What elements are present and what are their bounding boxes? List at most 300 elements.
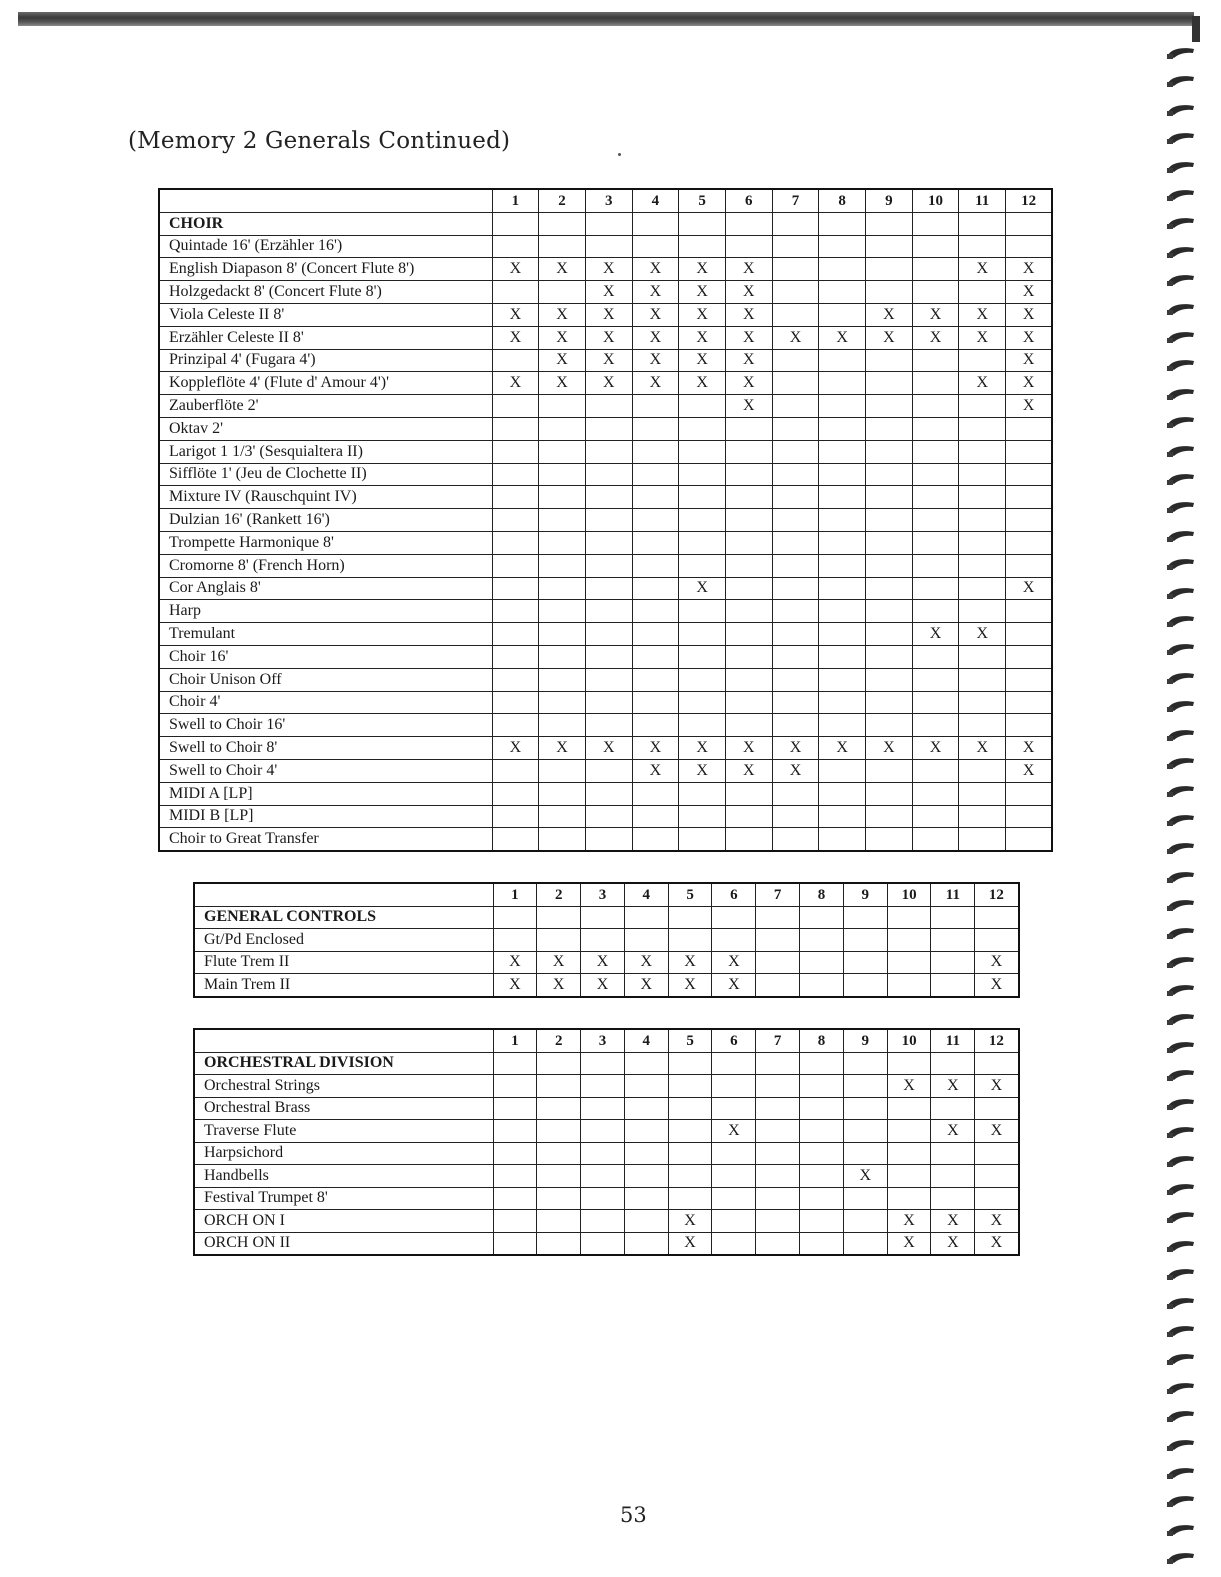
memory-cell [537, 1187, 581, 1210]
memory-cell [539, 531, 586, 554]
memory-cell [800, 929, 844, 952]
column-header: 5 [668, 883, 712, 906]
memory-cell: X [632, 372, 679, 395]
memory-cell [585, 691, 632, 714]
memory-cell: X [975, 1232, 1019, 1255]
memory-cell [843, 929, 887, 952]
memory-cell [537, 1165, 581, 1188]
column-header: 3 [581, 1029, 625, 1052]
memory-cell: X [1006, 258, 1053, 281]
memory-cell [912, 281, 959, 304]
table-row [159, 417, 1052, 440]
memory-cell [959, 463, 1006, 486]
stop-label: Sifflöte 1' (Jeu de Clochette II) [159, 463, 492, 486]
column-header: 6 [725, 189, 772, 212]
memory-cell [912, 714, 959, 737]
header-blank-cell [194, 1029, 493, 1052]
memory-cell [1006, 714, 1053, 737]
memory-cell [581, 1187, 625, 1210]
memory-cell [819, 668, 866, 691]
binding-coil-icon [1166, 444, 1196, 458]
memory-cell [819, 828, 866, 851]
table-row [159, 349, 1052, 372]
memory-cell [819, 281, 866, 304]
table-row [194, 974, 1019, 997]
memory-cell [668, 929, 712, 952]
memory-cell: X [624, 974, 668, 997]
memory-cell: X [668, 1232, 712, 1255]
memory-cell [632, 395, 679, 418]
memory-cell: X [725, 303, 772, 326]
memory-cell [819, 759, 866, 782]
memory-cell [959, 714, 1006, 737]
memory-cell [819, 714, 866, 737]
table-row [159, 395, 1052, 418]
empty-cell [624, 906, 668, 929]
binding-coil-icon [1166, 756, 1196, 770]
memory-cell: X [887, 1210, 931, 1233]
memory-cell [492, 714, 539, 737]
column-header: 7 [756, 1029, 800, 1052]
table-row [159, 828, 1052, 851]
memory-cell [819, 235, 866, 258]
memory-cell [772, 258, 819, 281]
memory-cell [493, 1142, 537, 1165]
header-row [159, 189, 1052, 212]
stop-label: Choir 4' [159, 691, 492, 714]
memory-cell: X [1006, 395, 1053, 418]
memory-cell [912, 759, 959, 782]
memory-cell [800, 1187, 844, 1210]
memory-cell [819, 349, 866, 372]
column-header: 4 [624, 883, 668, 906]
memory-cell: X [493, 974, 537, 997]
stop-label: Trompette Harmonique 8' [159, 531, 492, 554]
memory-cell [585, 714, 632, 737]
memory-cell: X [725, 395, 772, 418]
memory-cell [975, 1187, 1019, 1210]
memory-cell [931, 1142, 975, 1165]
memory-cell [1006, 440, 1053, 463]
memory-cell [585, 235, 632, 258]
column-header: 7 [756, 883, 800, 906]
memory-cell [912, 828, 959, 851]
memory-cell [959, 235, 1006, 258]
memory-cell [725, 782, 772, 805]
empty-cell [492, 212, 539, 235]
memory-cell [585, 486, 632, 509]
stop-label: Choir to Great Transfer [159, 828, 492, 851]
binding-coil-icon [1166, 813, 1196, 827]
memory-cell [912, 258, 959, 281]
memory-cell: X [712, 951, 756, 974]
memory-cell [772, 691, 819, 714]
memory-cell [772, 372, 819, 395]
memory-cell [819, 486, 866, 509]
memory-cell [1006, 417, 1053, 440]
memory-cell: X [975, 1210, 1019, 1233]
table-row [194, 1142, 1019, 1165]
memory-cell: X [975, 951, 1019, 974]
binding-coil-icon [1166, 983, 1196, 997]
memory-cell [492, 691, 539, 714]
empty-cell [912, 212, 959, 235]
stop-label: Viola Celeste II 8' [159, 303, 492, 326]
memory-cell [492, 486, 539, 509]
memory-cell [632, 509, 679, 532]
memory-cell: X [975, 1075, 1019, 1098]
memory-cell [679, 486, 726, 509]
column-header: 10 [887, 1029, 931, 1052]
memory-cell: X [679, 326, 726, 349]
memory-cell: X [1006, 281, 1053, 304]
stop-label: Harpsichord [194, 1142, 493, 1165]
binding-coil-icon [1166, 387, 1196, 401]
memory-cell [887, 1187, 931, 1210]
memory-cell [539, 281, 586, 304]
memory-cell [712, 929, 756, 952]
binding-coil-icon [1166, 1381, 1196, 1395]
table-row [159, 737, 1052, 760]
memory-cell [912, 805, 959, 828]
empty-cell [539, 212, 586, 235]
memory-cell [819, 691, 866, 714]
binding-coil-icon [1166, 103, 1196, 117]
empty-cell [959, 212, 1006, 235]
empty-cell [931, 906, 975, 929]
memory-cell: X [843, 1165, 887, 1188]
memory-cell [1006, 600, 1053, 623]
binding-coil-icon [1166, 1125, 1196, 1139]
memory-cell [539, 486, 586, 509]
memory-cell [819, 440, 866, 463]
memory-cell [679, 600, 726, 623]
stop-label: Gt/Pd Enclosed [194, 929, 493, 952]
memory-cell [539, 395, 586, 418]
memory-cell [866, 805, 913, 828]
memory-cell [725, 714, 772, 737]
memory-cell [819, 600, 866, 623]
memory-cell: X [679, 349, 726, 372]
memory-cell: X [1006, 737, 1053, 760]
memory-cell [756, 1142, 800, 1165]
memory-cell [772, 486, 819, 509]
table-row [194, 1097, 1019, 1120]
memory-cell [679, 554, 726, 577]
memory-cell [959, 782, 1006, 805]
memory-cell: X [585, 281, 632, 304]
memory-cell [1006, 509, 1053, 532]
table-row [159, 668, 1052, 691]
memory-cell [679, 714, 726, 737]
memory-cell [975, 929, 1019, 952]
section-row [194, 1052, 1019, 1075]
memory-cell: X [539, 349, 586, 372]
memory-cell: X [537, 974, 581, 997]
memory-cell [800, 951, 844, 974]
memory-cell [819, 805, 866, 828]
stop-label: Zauberflöte 2' [159, 395, 492, 418]
header-row [194, 883, 1019, 906]
memory-cell [772, 281, 819, 304]
empty-cell [493, 1052, 537, 1075]
memory-cell [887, 951, 931, 974]
stop-label: Swell to Choir 8' [159, 737, 492, 760]
memory-cell [931, 929, 975, 952]
empty-cell [887, 906, 931, 929]
memory-cell [581, 1142, 625, 1165]
memory-cell [492, 668, 539, 691]
memory-cell [866, 623, 913, 646]
memory-cell: X [632, 759, 679, 782]
memory-cell [539, 759, 586, 782]
binding-coil-icon [1166, 273, 1196, 287]
memory-cell [537, 1210, 581, 1233]
memory-cell [585, 554, 632, 577]
memory-cell [492, 531, 539, 554]
stop-label: Choir 16' [159, 645, 492, 668]
memory-cell [866, 600, 913, 623]
memory-cell: X [492, 303, 539, 326]
memory-cell: X [539, 326, 586, 349]
column-header: 12 [975, 883, 1019, 906]
memory-cell: X [585, 737, 632, 760]
memory-cell: X [959, 258, 1006, 281]
scan-edge-bar [18, 12, 1194, 26]
memory-cell: X [539, 303, 586, 326]
stop-label: Cromorne 8' (French Horn) [159, 554, 492, 577]
memory-cell [756, 1075, 800, 1098]
memory-cell [725, 463, 772, 486]
memory-cell [772, 623, 819, 646]
memory-cell [712, 1075, 756, 1098]
stop-label: Cor Anglais 8' [159, 577, 492, 600]
memory-cell [585, 623, 632, 646]
memory-cell [866, 417, 913, 440]
empty-cell [887, 1052, 931, 1075]
memory-cell [756, 1232, 800, 1255]
stop-label: Prinzipal 4' (Fugara 4') [159, 349, 492, 372]
memory-cell [959, 395, 1006, 418]
table-row [159, 440, 1052, 463]
binding-coil-icon [1166, 1352, 1196, 1366]
header-blank-cell [194, 883, 493, 906]
empty-cell [537, 1052, 581, 1075]
memory-cell [866, 486, 913, 509]
memory-cell [959, 509, 1006, 532]
memory-cell [632, 691, 679, 714]
table-row [159, 258, 1052, 281]
memory-cell [712, 1097, 756, 1120]
header-row [194, 1029, 1019, 1052]
memory-cell [585, 531, 632, 554]
memory-cell [819, 531, 866, 554]
memory-cell: X [931, 1075, 975, 1098]
memory-cell: X [537, 951, 581, 974]
binding-coil-icon [1166, 1267, 1196, 1281]
memory-cell [866, 577, 913, 600]
memory-cell [539, 463, 586, 486]
memory-cell [725, 600, 772, 623]
memory-cell: X [912, 737, 959, 760]
memory-cell: X [931, 1120, 975, 1143]
binding-coil-icon [1166, 784, 1196, 798]
memory-cell [679, 235, 726, 258]
memory-cell [537, 1075, 581, 1098]
memory-cell [493, 1097, 537, 1120]
binding-coil-icon [1166, 1097, 1196, 1111]
memory-cell [800, 1120, 844, 1143]
memory-cell [931, 1097, 975, 1120]
binding-coil-icon [1166, 586, 1196, 600]
memory-cell [800, 1075, 844, 1098]
stop-label: Choir Unison Off [159, 668, 492, 691]
empty-cell [756, 906, 800, 929]
memory-cell [912, 349, 959, 372]
memory-cell: X [679, 281, 726, 304]
column-header: 12 [1006, 189, 1053, 212]
memory-cell [887, 1142, 931, 1165]
stop-label: Swell to Choir 16' [159, 714, 492, 737]
memory-cell [725, 531, 772, 554]
binding-coil-icon [1166, 1182, 1196, 1196]
memory-cell [492, 805, 539, 828]
memory-cell [725, 554, 772, 577]
memory-cell [537, 1120, 581, 1143]
memory-cell: X [931, 1210, 975, 1233]
memory-cell [581, 1210, 625, 1233]
memory-cell [772, 463, 819, 486]
memory-cell [632, 645, 679, 668]
memory-cell [679, 828, 726, 851]
memory-cell [668, 1075, 712, 1098]
memory-cell: X [931, 1232, 975, 1255]
memory-cell [819, 303, 866, 326]
memory-cell: X [632, 303, 679, 326]
memory-cell: X [1006, 372, 1053, 395]
memory-cell [725, 805, 772, 828]
memory-cell [912, 440, 959, 463]
binding-coil-icon [1166, 1551, 1196, 1565]
memory-cell: X [679, 258, 726, 281]
memory-cell [772, 440, 819, 463]
table-row [159, 326, 1052, 349]
memory-cell [493, 1232, 537, 1255]
empty-cell [668, 1052, 712, 1075]
memory-cell [975, 1165, 1019, 1188]
memory-cell [581, 1120, 625, 1143]
memory-cell [712, 1165, 756, 1188]
memory-cell [585, 509, 632, 532]
memory-cell: X [1006, 759, 1053, 782]
empty-cell [931, 1052, 975, 1075]
stop-label: Oktav 2' [159, 417, 492, 440]
binding-coil-icon [1166, 1494, 1196, 1508]
memory-cell [585, 577, 632, 600]
stop-label: Harp [159, 600, 492, 623]
table-row [159, 805, 1052, 828]
memory-cell: X [912, 303, 959, 326]
column-header: 1 [493, 883, 537, 906]
empty-cell [866, 212, 913, 235]
memory-cell [539, 509, 586, 532]
memory-cell [725, 828, 772, 851]
binding-coil-icon [1166, 699, 1196, 713]
stop-label: Flute Trem II [194, 951, 493, 974]
memory-cell [866, 554, 913, 577]
binding-coil-icon [1166, 728, 1196, 742]
memory-cell [866, 668, 913, 691]
memory-cell [581, 1097, 625, 1120]
memory-cell [632, 486, 679, 509]
memory-cell: X [668, 951, 712, 974]
memory-cell: X [959, 737, 1006, 760]
memory-cell [931, 1187, 975, 1210]
section-row [159, 212, 1052, 235]
table-row [159, 281, 1052, 304]
memory-cell [819, 577, 866, 600]
empty-cell [800, 906, 844, 929]
memory-cell [912, 372, 959, 395]
binding-coil-icon [1166, 472, 1196, 486]
section-row [194, 906, 1019, 929]
column-header: 1 [493, 1029, 537, 1052]
memory-cell: X [585, 372, 632, 395]
stop-label: Quintade 16' (Erzähler 16') [159, 235, 492, 258]
memory-cell [679, 417, 726, 440]
memory-cell [539, 235, 586, 258]
memory-cell [539, 417, 586, 440]
memory-cell [679, 668, 726, 691]
memory-cell [632, 714, 679, 737]
memory-cell [959, 349, 1006, 372]
memory-cell [624, 1210, 668, 1233]
memory-cell [772, 349, 819, 372]
memory-cell: X [585, 326, 632, 349]
empty-cell [581, 906, 625, 929]
binding-coil-icon [1166, 1239, 1196, 1253]
page-title: (Memory 2 Generals Continued) [128, 128, 511, 154]
memory-cell [624, 1165, 668, 1188]
memory-cell [632, 805, 679, 828]
memory-cell [959, 668, 1006, 691]
memory-cell [843, 1142, 887, 1165]
memory-cell [632, 531, 679, 554]
memory-cell [843, 1097, 887, 1120]
memory-cell [493, 1075, 537, 1098]
memory-cell [819, 372, 866, 395]
section-heading: CHOIR [159, 212, 492, 235]
memory-cell [493, 929, 537, 952]
binding-coil-icon [1166, 74, 1196, 88]
memory-cell [632, 600, 679, 623]
memory-cell: X [725, 258, 772, 281]
memory-cell [1006, 805, 1053, 828]
stop-label: MIDI B [LP] [159, 805, 492, 828]
memory-cell [819, 463, 866, 486]
stop-label: MIDI A [LP] [159, 782, 492, 805]
memory-cell [819, 258, 866, 281]
empty-cell [819, 212, 866, 235]
memory-cell [632, 828, 679, 851]
memory-cell [959, 759, 1006, 782]
memory-cell: X [819, 737, 866, 760]
memory-cell: X [1006, 326, 1053, 349]
stop-label: Erzähler Celeste II 8' [159, 326, 492, 349]
empty-cell [712, 1052, 756, 1075]
table-row [159, 235, 1052, 258]
memory-cell [725, 440, 772, 463]
